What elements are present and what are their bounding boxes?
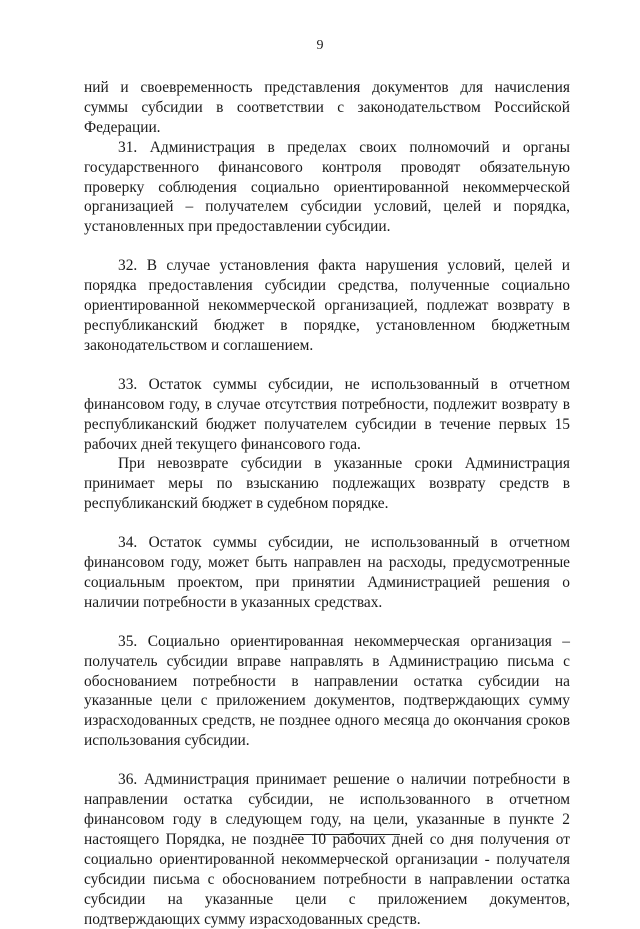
paragraph-35: 35. Социально ориентированная некоммерческая организация – получатель субсидии вправе направлять в Администрацию письма с обоснованием потребности в направлении остатка субсидии на указанные цели с приложением документов, подтверждающих сумму израсходованных средств, не позднее одного месяца до окончания сроков использования субсидии. [84, 632, 570, 750]
paragraph-33: 33. Остаток суммы субсидии, не использованный в отчетном финансовом году, в случае отсутствия потребности, подлежит возврату в республиканский бюджет получателем субсидии в течение первых 15 рабочих дней текущего финансового года. [84, 375, 570, 453]
paragraph-31: 31. Администрация в пределах своих полномочий и органы государственного финансового контроля проводят обязательную проверку соблюдения социально ориентированной некоммерческой организацией – получателем субсидии условий, целей и порядка, установленных при предоставлении субсидии. [84, 138, 570, 236]
document-body [84, 78, 570, 929]
paragraph-32: 32. В случае установления факта нарушения условий, целей и порядка предоставления субсидии средства, полученные социально ориентированной некоммерческой организацией, подлежат возврату в республиканский бюджет в порядке, установленном бюджетным законодательством и соглашением. [84, 257, 570, 354]
paragraph-continuation: ний и своевременность представления документов для начисления суммы субсидии в соответствии с законодательством Российской Федерации. [84, 79, 570, 136]
paragraph-36: 36. Администрация принимает решение о наличии потребности в направлении остатка субсидии, не использованного в отчетном финансовом году в следующем году, на цели, указанные в пункте 2 настоящего Порядка, не позднее 10 рабочих дней со дня получения от социально ориентированной некоммерческой организации - получателя субсидии письма с обоснованием потребности в направлении остатка субсидии на указанные цели с приложением документов, подтверждающих сумму израсходованных средств. [84, 771, 570, 928]
end-divider [292, 834, 400, 835]
page-number: 9 [316, 38, 324, 53]
paragraph-33-continued: При невозврате субсидии в указанные сроки Администрация принимает меры по взысканию подлежащих возврату средств в республиканский бюджет в судебном порядке. [84, 455, 570, 513]
paragraph-34: 34. Остаток суммы субсидии, не использованный в отчетном финансовом году, может быть направлен на расходы, предусмотренные социальным проектом, при принятии Администрацией решения о наличии потребности в указанных средствах. [84, 534, 570, 611]
